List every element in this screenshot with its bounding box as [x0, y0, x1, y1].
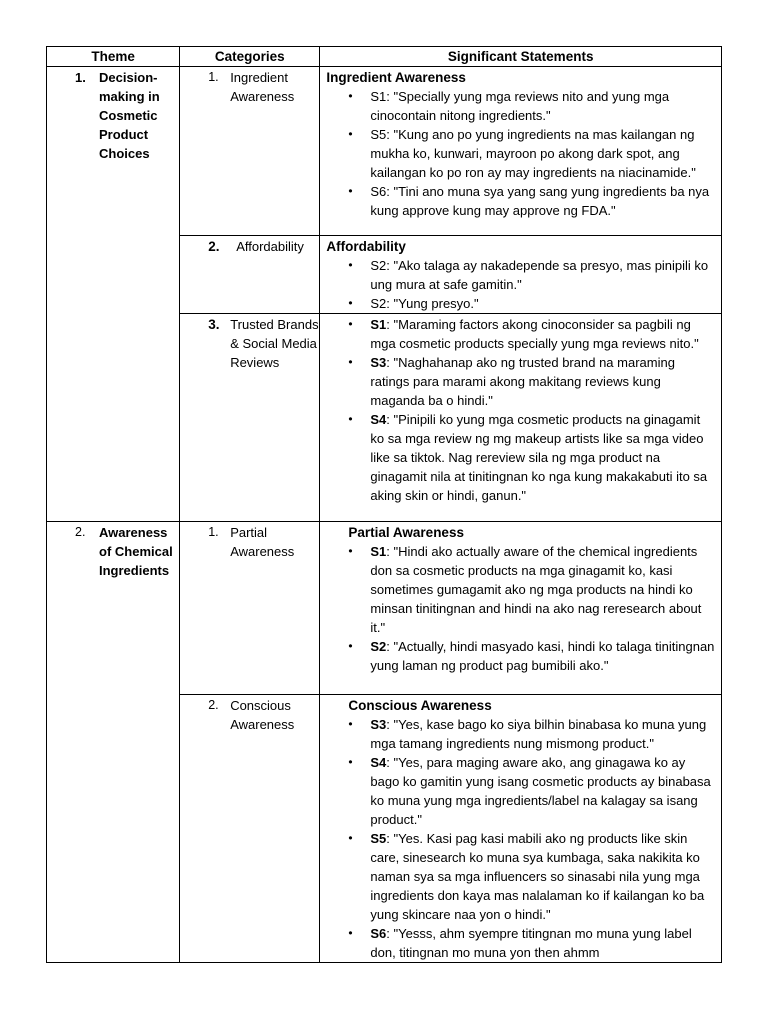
list-item: [370, 87, 717, 125]
speaker-label: S1: [370, 317, 387, 332]
thematic-analysis-table: [46, 46, 722, 963]
category-cell: [180, 522, 320, 695]
category-label: Trusted Brands & Social Media Reviews: [230, 317, 319, 370]
list-item: [370, 256, 717, 294]
statement-list: [348, 715, 717, 962]
statement-text: : "Maraming factors akong cinoconsider sa pagbili ng mga cosmetic products specially yung mga reviews nito.": [370, 317, 699, 351]
header-significant-statements: Significant Statements: [320, 47, 722, 67]
category-cell: [180, 314, 320, 522]
statement-text: : "Yung presyo.": [386, 296, 479, 311]
statements-cell: [320, 67, 722, 236]
statement-text: : "Yes, kase bago ko siya bilhin binabasa ko muna yung mga tamang ingredients nung mismong product.": [370, 717, 707, 751]
header-categories: Categories: [180, 47, 320, 67]
theme-cell: [47, 522, 180, 963]
table-row: [47, 67, 722, 236]
statement-text: : "Actually, hindi masyado kasi, hindi ko talaga tinitingnan yung laman ng product pag bumibili ako.": [370, 639, 715, 673]
list-item: [370, 542, 717, 637]
statements-cell: [320, 695, 722, 963]
category-number: 1.: [208, 525, 219, 539]
speaker-label: S6: [370, 926, 387, 941]
category-label: Conscious Awareness: [230, 698, 295, 732]
statements-cell: [320, 236, 722, 314]
speaker-label: S1: [370, 89, 387, 104]
category-number: 3.: [208, 317, 220, 332]
category-cell: [180, 236, 320, 314]
statement-text: : "Ako talaga ay nakadepende sa presyo, mas pinipili ko ung mura at safe gamitin.": [370, 258, 709, 292]
category-number: 2.: [208, 698, 219, 712]
category-label: Ingredient Awareness: [230, 70, 295, 104]
list-item: [370, 353, 717, 410]
speaker-label: S6: [370, 184, 387, 199]
speaker-label: S5: [370, 127, 387, 142]
category-label: Affordability: [236, 239, 304, 254]
header-theme: Theme: [47, 47, 180, 67]
list-item: [370, 315, 717, 353]
speaker-label: S1: [370, 544, 387, 559]
statement-text: : "Yesss, ahm syempre titingnan mo muna yung label don, titingnan mo muna yon then ahmm: [370, 926, 692, 960]
theme-title: Decision-making in Cosmetic Product Choices: [99, 70, 160, 161]
speaker-label: S4: [370, 412, 387, 427]
statement-heading: Ingredient Awareness: [326, 70, 466, 85]
statement-list: [326, 256, 717, 313]
list-item: [370, 715, 717, 753]
speaker-label: S3: [370, 717, 387, 732]
statement-text: : "Pinipili ko yung mga cosmetic products na ginagamit ko sa mga review ng mg makeup artists like sa mga video like sa tiktok. Nag rereview sila ng mga product na ginagamit nila at tinitingnan ko nga kung makakabuti ito sa aking skin or hindi, ganun.": [370, 412, 708, 503]
speaker-label: S2: [370, 258, 387, 273]
document-page: [46, 46, 722, 963]
statement-heading: Conscious Awareness: [348, 698, 492, 713]
list-item: [370, 829, 717, 924]
list-item: [370, 182, 717, 220]
category-number: 1.: [208, 70, 219, 84]
speaker-label: S5: [370, 831, 387, 846]
statement-text: : "Naghahanap ako ng trusted brand na maraming ratings para marami akong makitang reviews kung maganda ba o hindi.": [370, 355, 675, 408]
statements-cell: [320, 314, 722, 522]
theme-title: Awareness of Chemical Ingredients: [99, 525, 173, 578]
statement-text: : "Kung ano po yung ingredients na mas kailangan ng mukha ko, kunwari, mayroon po akong dark spot, ang kailangan ko po ron ay may ingredients na niacinamide.": [370, 127, 696, 180]
category-number: 2.: [208, 239, 220, 254]
statement-list: [326, 315, 717, 505]
speaker-label: S2: [370, 639, 387, 654]
statement-text: : "Hindi ako actually aware of the chemical ingredients don sa cosmetic products na mga ginagamit ko, kasi sometimes gumagamit ako ng mga products na hindi ko minsan tinitingnan and hindi na ako nag reresearch about it.": [370, 544, 702, 635]
table-row: [47, 522, 722, 695]
theme-number: 2.: [75, 525, 86, 539]
theme-number: 1.: [75, 70, 86, 85]
statement-text: : "Yes, para maging aware ako, ang ginagawa ko ay bago ko gamitin yung isang cosmetic products ay binabasa ko muna yung mga ingredients/label na kalagay sa isang product.": [370, 755, 711, 827]
statement-text: : "Specially yung mga reviews nito and yung mga cinocontain nitong ingredients.": [370, 89, 670, 123]
statement-text: : "Tini ano muna sya yang sang yung ingredients ba nya kung approve kung may approve ng FDA.": [370, 184, 710, 218]
list-item: [370, 637, 717, 675]
statement-list: [326, 87, 717, 220]
statement-heading: Affordability: [326, 239, 406, 254]
category-cell: [180, 67, 320, 236]
speaker-label: S2: [370, 296, 387, 311]
list-item: [370, 924, 717, 962]
statements-cell: [320, 522, 722, 695]
theme-cell: [47, 67, 180, 522]
list-item: [370, 294, 717, 313]
statement-heading: Partial Awareness: [348, 525, 464, 540]
category-cell: [180, 695, 320, 963]
header-row: [47, 47, 722, 67]
statement-text: : "Yes. Kasi pag kasi mabili ako ng products like skin care, sinesearch ko muna sya kumbaga, saka nakikita ko naman sya sa mga influencers so sinasabi nila yung mga ingredients don kaya mas nalalaman ko if kailangan ko ba yung skincare naa yon o hindi.": [370, 831, 705, 922]
speaker-label: S3: [370, 355, 387, 370]
category-label: Partial Awareness: [230, 525, 295, 559]
list-item: [370, 753, 717, 829]
speaker-label: S4: [370, 755, 387, 770]
list-item: [370, 125, 717, 182]
statement-list: [348, 542, 717, 675]
list-item: [370, 410, 717, 505]
